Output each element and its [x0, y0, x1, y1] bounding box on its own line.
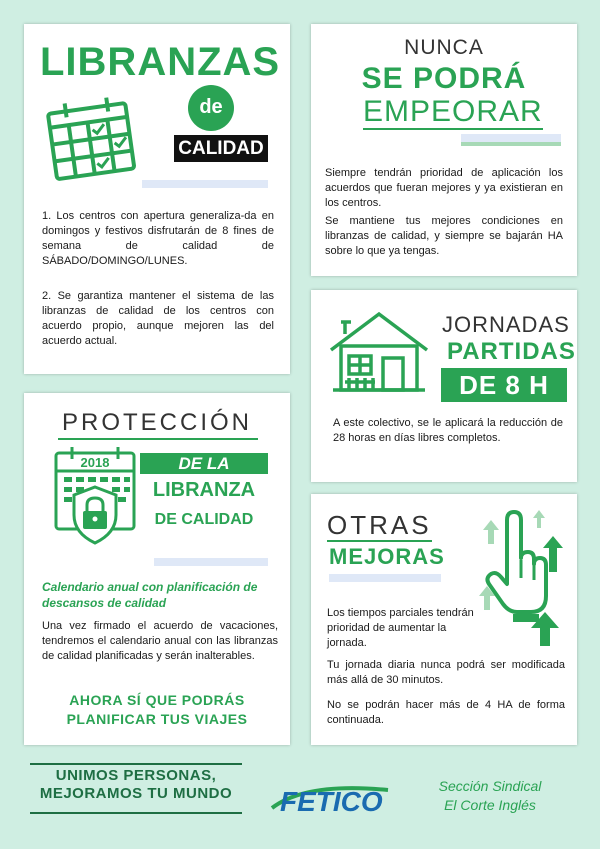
card-proteccion-libranza [24, 393, 290, 745]
seccion-sindical [404, 777, 576, 815]
slogan-line-2: MEJORAMOS TU MUNDO [39, 785, 233, 802]
card-librazas-calidad [24, 24, 290, 374]
fetico-logo: FETICO [280, 786, 383, 817]
partidas-label: PARTIDAS [447, 338, 576, 365]
calendar-year: 2018 [80, 455, 110, 470]
paragraph: No se podrán hacer más de 4 HA de forma continuada. [327, 699, 565, 726]
mejoras-label: MEJORAS [329, 544, 445, 569]
slogan-divider [30, 812, 242, 814]
seccion-line-2: El Corte Inglés [444, 797, 536, 813]
slogan [26, 767, 246, 803]
house-icon [327, 308, 431, 396]
ahora-line-1: AHORA SÍ QUE PODRÁS [69, 692, 245, 708]
card-otras-mejoras [311, 494, 577, 745]
card-title: PROTECCIÓN [61, 409, 252, 436]
paragraph: Tu jornada diaria nunca podrá ser modificada más allá de 30 minutos. [327, 659, 565, 686]
paragraph: Los tiempos parciales tendrán prioridad de aumentar la jornada. [327, 607, 474, 649]
decorative-bar [329, 574, 441, 582]
empeorar-label: EMPEORAR [363, 95, 543, 128]
card-jornadas-partidas [311, 290, 577, 482]
nunca-label: NUNCA [404, 36, 484, 59]
slogan-line-1: UNIMOS PERSONAS, [55, 767, 217, 784]
se-podra-label: SE PODRÁ [361, 62, 527, 95]
paragraph: Se mantiene tus mejores condiciones en libranzas de calidad, y siempre se bajarán HA sobre lo que ya tengas. [325, 215, 563, 257]
calidad-label: CALIDAD [174, 135, 268, 162]
ahora-line-2: PLANIFICAR TUS VIAJES [66, 711, 248, 727]
calendar-check-icon [42, 94, 142, 186]
de-8h-badge: DE 8 H [441, 368, 567, 402]
caption: Calendario anual con planificación de descansos de calidad [42, 580, 258, 610]
de-la-badge: DE LA [140, 453, 268, 474]
paragraph: 2. Se garantiza mantener el sistema de las libranzas de calidad de los centros con acuerdo propio, aunque mejoren las del acuerdo actual. [42, 290, 274, 347]
de-calidad-label: DE CALIDAD [154, 511, 254, 528]
paragraph: 1. Los centros con apertura generaliza-da en domingos y festivos disfrutarán de 8 fines de semana de calidad de SÁBADO/DOMINGO/LUNES. [42, 210, 274, 267]
decorative-bar [142, 180, 268, 188]
paragraph: A este colectivo, se le aplicará la reducción de 28 horas en días libres completos. [333, 417, 563, 444]
decorative-bar [461, 134, 561, 142]
card-nunca-empeorar [311, 24, 577, 276]
card-title: LIBRANZAS [40, 40, 281, 84]
title-underline [58, 438, 258, 440]
decorative-bar [154, 558, 268, 566]
paragraph: Una vez firmado el acuerdo de vacaciones, tendremos el calendario anual con las libranzas de calidad planificadas y serán inalterables. [42, 620, 278, 662]
pointing-hand-arrows-icon [469, 500, 569, 650]
de-badge: de [188, 85, 234, 131]
jornadas-label: JORNADAS [442, 312, 570, 337]
otras-label: OTRAS [327, 510, 432, 540]
paragraph: Siempre tendrán prioridad de aplicación los acuerdos que fueran mejores y ya existieran en los centros. [325, 167, 563, 209]
slogan-divider [30, 763, 242, 765]
calendar-lock-icon [52, 445, 138, 547]
ahora-callout [24, 691, 290, 729]
seccion-line-1: Sección Sindical [438, 778, 542, 794]
libranza-label: LIBRANZA [152, 479, 256, 501]
